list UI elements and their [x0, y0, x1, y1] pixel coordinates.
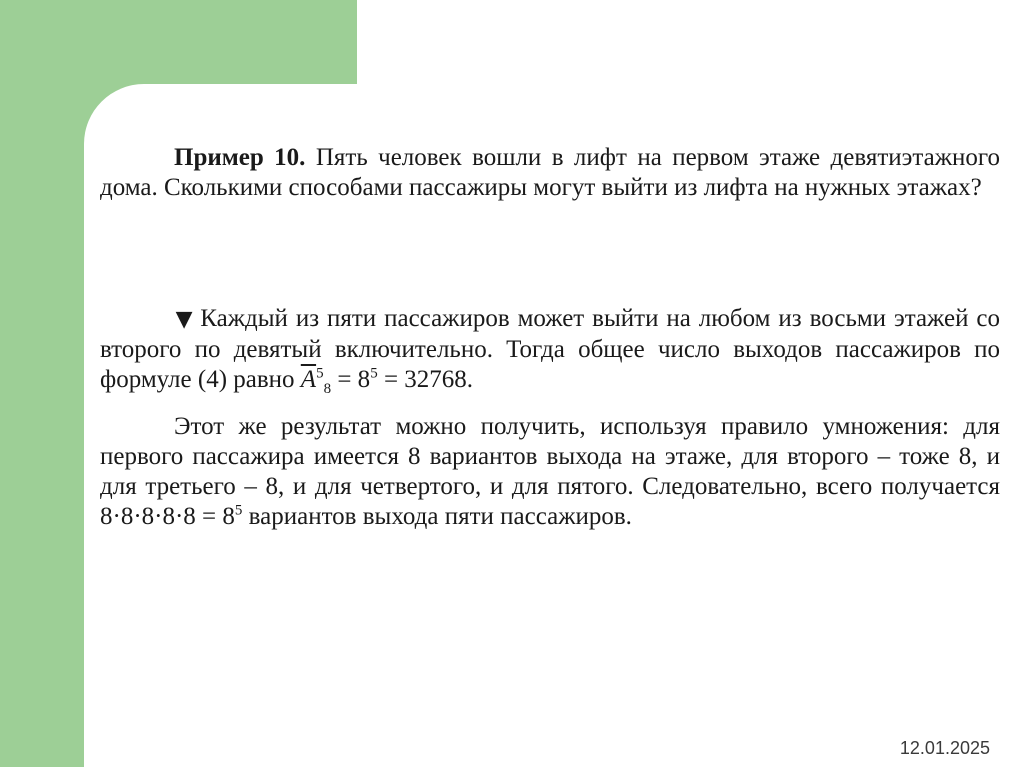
example-text: Пять человек вошли в лифт на первом этаже девятиэтажного дома. Сколькими способами пассажиры могут выйти из лифта на нужных этажах? [100, 144, 1000, 201]
down-triangle-icon: ▼ [174, 307, 195, 332]
formula-result: = 32768 [383, 366, 467, 393]
solution-text: Каждый из пяти пассажиров может выйти на любом из восьми этажей со второго по девятый включительно. Тогда общее число выходов пассажиров по формуле (4) равно [100, 305, 1000, 393]
product-formula [100, 503, 242, 530]
arrangement-formula [300, 365, 474, 397]
formula-subscript: 8 [323, 381, 332, 397]
formula-symbol: $\overline{A}$ [300, 366, 317, 393]
alt-solution-text: Этот же результат можно получить, используя правило умножения: для первого пассажира имеется 8 вариантов выхода на этаже, для второго – тоже 8, и для третьего – 8, и для четвертого, и для пятого. Следовательно, всего получается [100, 413, 1000, 500]
product-exp: 5 [234, 502, 243, 519]
formula-equals-base: = 8 [337, 366, 371, 393]
formula-end: . [466, 366, 474, 393]
alt-solution-paragraph [100, 412, 1000, 532]
alt-solution-end-text: вариантов выхода пяти пассажиров. [248, 503, 632, 530]
product-text: 8·8·8·8·8 = 8 [100, 503, 235, 530]
example-paragraph [100, 143, 1000, 203]
slide-date: 12.01.2025 [899, 738, 990, 758]
formula-equals-exp: 5 [370, 365, 378, 382]
formula-superscript: 5 [316, 365, 324, 382]
solution-paragraph [100, 304, 1000, 395]
example-label: Пример 10. [174, 144, 306, 171]
